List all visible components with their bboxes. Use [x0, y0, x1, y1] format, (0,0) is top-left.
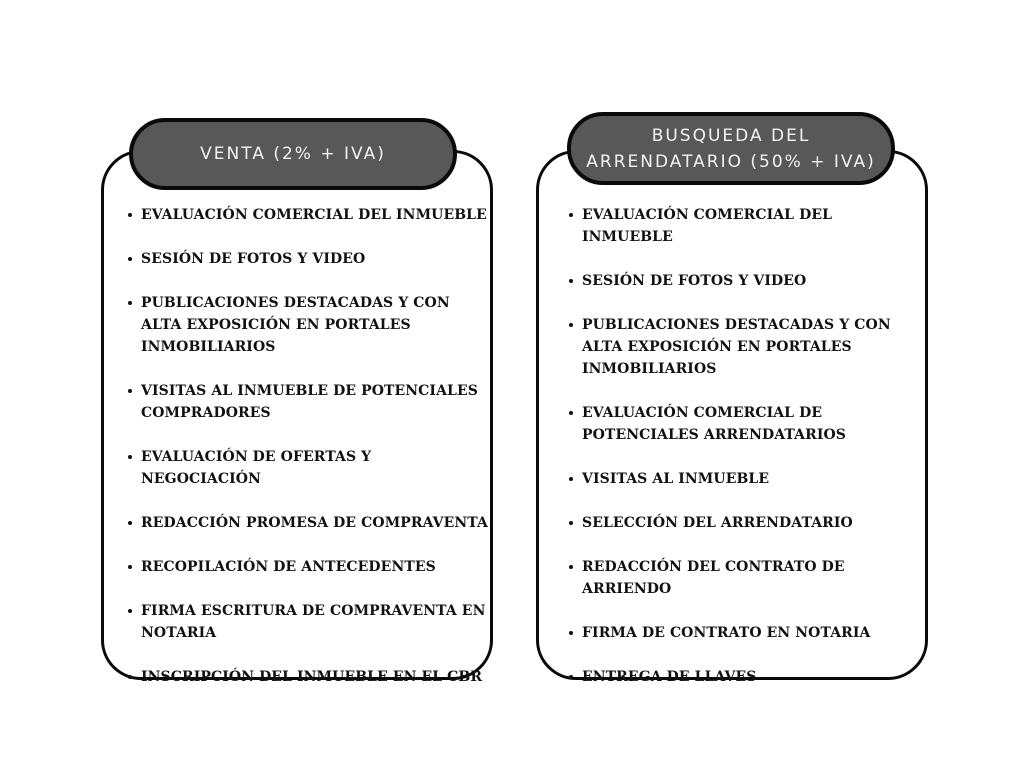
list-item: EVALUACIÓN DE OFERTAS Y NEGOCIACIÓN: [127, 446, 489, 490]
list-item: VISITAS AL INMUEBLE: [568, 468, 916, 490]
arriendo-title-line2: ARRENDATARIO (50% + IVA): [586, 151, 876, 172]
list-item: EVALUACIÓN COMERCIAL DE POTENCIALES ARRENDATARIOS: [568, 402, 916, 446]
list-item: REDACCIÓN PROMESA DE COMPRAVENTA: [127, 512, 489, 534]
list-item: SESIÓN DE FOTOS Y VIDEO: [568, 270, 916, 292]
venta-list: [127, 204, 489, 710]
list-item: REDACCIÓN DEL CONTRATO DE ARRIENDO: [568, 556, 916, 600]
list-item: EVALUACIÓN COMERCIAL DEL INMUEBLE: [127, 204, 489, 226]
list-item: SESIÓN DE FOTOS Y VIDEO: [127, 248, 489, 270]
list-item: PUBLICACIONES DESTACADAS Y CON ALTA EXPOSICIÓN EN PORTALES INMOBILIARIOS: [568, 314, 916, 380]
list-item: RECOPILACIÓN DE ANTECEDENTES: [127, 556, 489, 578]
arriendo-list: [568, 204, 916, 710]
venta-header: [129, 118, 457, 190]
list-item: SELECCIÓN DEL ARRENDATARIO: [568, 512, 916, 534]
list-item: ENTREGA DE LLAVES: [568, 666, 916, 688]
venta-title: VENTA (2% + IVA): [200, 144, 386, 164]
list-item: INSCRIPCIÓN DEL INMUEBLE EN EL CBR: [127, 666, 489, 688]
list-item: PUBLICACIONES DESTACADAS Y CON ALTA EXPOSICIÓN EN PORTALES INMOBILIARIOS: [127, 292, 489, 358]
list-item: FIRMA DE CONTRATO EN NOTARIA: [568, 622, 916, 644]
list-item: FIRMA ESCRITURA DE COMPRAVENTA EN NOTARIA: [127, 600, 489, 644]
arriendo-header: [567, 112, 895, 185]
list-item: VISITAS AL INMUEBLE DE POTENCIALES COMPRADORES: [127, 380, 489, 424]
arriendo-title-line1: BUSQUEDA DEL: [651, 125, 811, 146]
list-item: EVALUACIÓN COMERCIAL DEL INMUEBLE: [568, 204, 916, 248]
